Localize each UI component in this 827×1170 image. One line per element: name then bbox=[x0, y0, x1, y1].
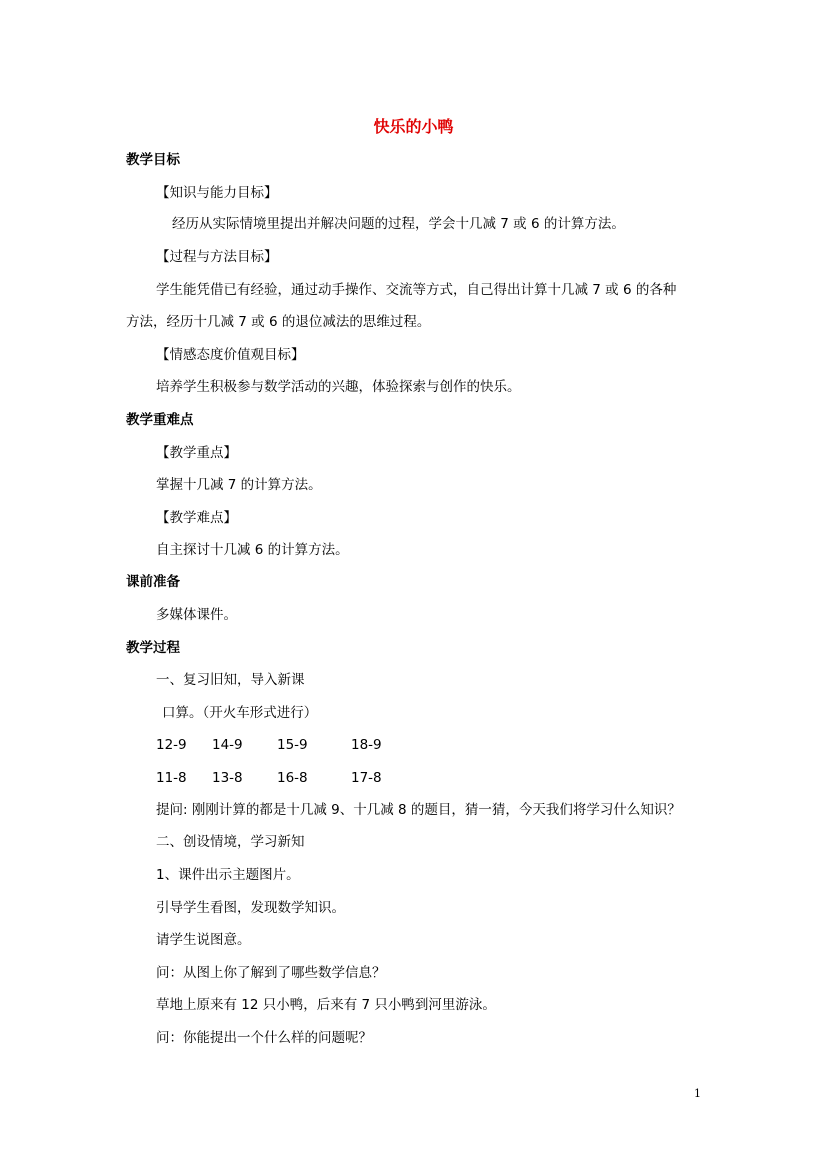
heading-key-difficulties: 教学重难点 bbox=[126, 412, 194, 428]
paragraph-difficulty: 自主探讨十几减 6 的计算方法。 bbox=[156, 542, 349, 558]
drill-item: 14-9 bbox=[212, 737, 243, 753]
ask-meaning-text: 请学生说图意。 bbox=[156, 932, 251, 948]
paragraph-focus: 掌握十几减 7 的计算方法。 bbox=[156, 477, 322, 493]
info-answer: 草地上原来有 12 只小鸭，后来有 7 只小鸭到河里游泳。 bbox=[156, 997, 496, 1013]
paragraph-preparation: 多媒体课件。 bbox=[156, 607, 237, 623]
drill-item: 13-8 bbox=[212, 770, 243, 786]
drill-item: 17-8 bbox=[351, 770, 382, 786]
heading-procedure: 教学过程 bbox=[126, 640, 180, 656]
oral-drill-instruction: 口算。（开火车形式进行） bbox=[162, 705, 318, 721]
subheading-knowledge: 【知识与能力目标】 bbox=[156, 185, 278, 201]
subheading-difficulty: 【教学难点】 bbox=[156, 510, 237, 526]
subheading-focus: 【教学重点】 bbox=[156, 445, 237, 461]
paragraph-process-1: 学生能凭借已有经验，通过动手操作、交流等方式，自己得出计算十几减 7 或 6 的各种 bbox=[156, 282, 677, 298]
step-1-heading: 一、复习旧知，导入新课 bbox=[156, 672, 305, 688]
drill-item: 16-8 bbox=[277, 770, 308, 786]
drill-item: 18-9 bbox=[351, 737, 382, 753]
paragraph-emotion: 培养学生积极参与数学活动的兴趣，体验探索与创作的快乐。 bbox=[156, 379, 521, 395]
heading-teaching-goals: 教学目标 bbox=[126, 152, 180, 168]
question-problem: 问：你能提出一个什么样的问题呢？ bbox=[156, 1030, 372, 1046]
drill-item: 11-8 bbox=[156, 770, 187, 786]
document-title: 快乐的小鸭 bbox=[373, 117, 454, 136]
page-number: 1 bbox=[694, 1087, 701, 1100]
guide-text: 引导学生看图，发现数学知识。 bbox=[156, 900, 345, 916]
subheading-emotion: 【情感态度价值观目标】 bbox=[156, 347, 305, 363]
item-1: 1、课件出示主题图片。 bbox=[156, 867, 300, 883]
subheading-process: 【过程与方法目标】 bbox=[156, 249, 278, 265]
step-2-heading: 二、创设情境，学习新知 bbox=[156, 834, 305, 850]
paragraph-process-2: 方法，经历十几减 7 或 6 的退位减法的思维过程。 bbox=[126, 314, 431, 330]
drill-item: 12-9 bbox=[156, 737, 187, 753]
question-info: 问：从图上你了解到了哪些数学信息？ bbox=[156, 965, 386, 981]
question-review: 提问: 刚刚计算的都是十几减 9、十几减 8 的题目，猜一猜，今天我们将学习什么知识？ bbox=[156, 802, 681, 818]
paragraph-knowledge: 经历从实际情境里提出并解决问题的过程，学会十几减 7 或 6 的计算方法。 bbox=[172, 216, 625, 232]
heading-preparation: 课前准备 bbox=[126, 574, 180, 590]
drill-item: 15-9 bbox=[277, 737, 308, 753]
